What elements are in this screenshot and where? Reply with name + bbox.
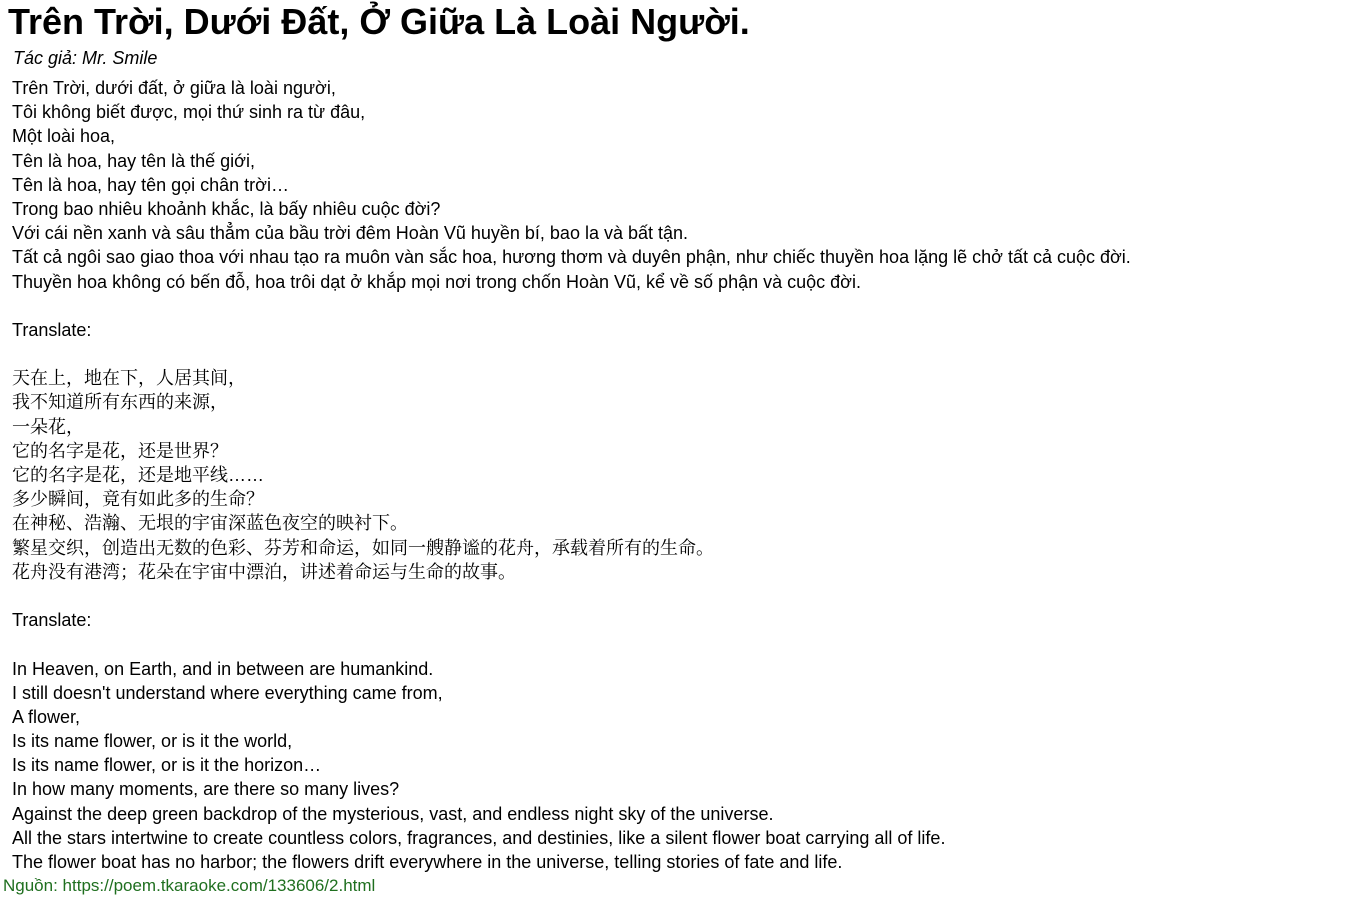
poem-line-english: The flower boat has no harbor; the flowers drift everywhere in the universe, telling stories of fate and life. xyxy=(12,852,843,872)
poem-line-chinese: 繁星交织，创造出无数的色彩、芬芳和命运，如同一艘静谧的花舟，承载着所有的生命。 xyxy=(12,537,714,558)
poem-line: Tên là hoa, hay tên là thế giới, xyxy=(12,150,255,171)
poem-line: Tôi không biết được, mọi thứ sinh ra từ đâu, xyxy=(12,102,366,123)
poem-line-english: Is its name flower, or is it the horizon… xyxy=(12,755,322,776)
blank-line xyxy=(12,584,1131,608)
page-title: Trên Trời, Dưới Đất, Ở Giữa Là Loài Người. xyxy=(8,1,750,42)
poem-line-english: In Heaven, on Earth, and in between are humankind. xyxy=(12,658,434,679)
blank-line xyxy=(12,342,1131,366)
poem-line-chinese: 在神秘、浩瀚、无垠的宇宙深蓝色夜空的映衬下。 xyxy=(12,513,408,534)
poem-line: Một loài hoa, xyxy=(12,126,116,147)
blank-line xyxy=(12,294,1131,318)
poem-line-english: In how many moments, are there so many lives? xyxy=(12,779,400,800)
poem-line: Tên là hoa, hay tên gọi chân trời… xyxy=(12,174,289,195)
poem-body xyxy=(12,76,1131,874)
poem-line-chinese: 花舟没有港湾；花朵在宇宙中漂泊，讲述着命运与生命的故事。 xyxy=(12,561,516,582)
poem-line-english: I still doesn't understand where everything came from, xyxy=(12,682,443,703)
translate-heading: Translate: xyxy=(12,610,92,631)
poem-line-english: Against the deep green backdrop of the mysterious, vast, and endless night sky of the universe. xyxy=(12,803,774,824)
source-link[interactable]: Nguồn: https://poem.tkaraoke.com/133606/2.html xyxy=(3,876,376,895)
poem-line-chinese: 它的名字是花，还是地平线…… xyxy=(12,465,264,485)
poem-line-chinese: 多少瞬间，竟有如此多的生命？ xyxy=(12,489,264,510)
blank-line xyxy=(12,632,1131,656)
poem-line-english: Is its name flower, or is it the world, xyxy=(12,731,293,752)
translate-heading: Translate: xyxy=(12,319,92,340)
poem-line: Trên Trời, dưới đất, ở giữa là loài người, xyxy=(12,78,336,98)
poem-line-chinese: 天在上，地在下，人居其间， xyxy=(12,368,246,389)
poem-line: Thuyền hoa không có bến đỗ, hoa trôi dạt ở khắp mọi nơi trong chốn Hoàn Vũ, kể về số phận và cuộc đời. xyxy=(12,271,861,292)
poem-line-english: All the stars intertwine to create countless colors, fragrances, and destinies, like a silent flower boat carrying all of life. xyxy=(12,827,946,848)
poem-line: Với cái nền xanh và sâu thẳm của bầu trời đêm Hoàn Vũ huyền bí, bao la và bất tận. xyxy=(12,223,689,244)
poem-line-english: A flower, xyxy=(12,706,81,727)
poem-line: Trong bao nhiêu khoảnh khắc, là bấy nhiêu cuộc đời? xyxy=(12,198,441,219)
poem-line: Tất cả ngôi sao giao thoa với nhau tạo ra muôn vàn sắc hoa, hương thơm và duyên phận, như chiếc thuyền hoa lặng lẽ chở tất cả cuộc đời. xyxy=(12,247,1131,268)
author-line: Tác giả: Mr. Smile xyxy=(13,48,158,68)
poem-line-chinese: 它的名字是花，还是世界？ xyxy=(12,440,228,461)
poem-line-chinese: 我不知道所有东西的来源， xyxy=(12,392,228,413)
poem-line-chinese: 一朵花， xyxy=(12,416,84,437)
